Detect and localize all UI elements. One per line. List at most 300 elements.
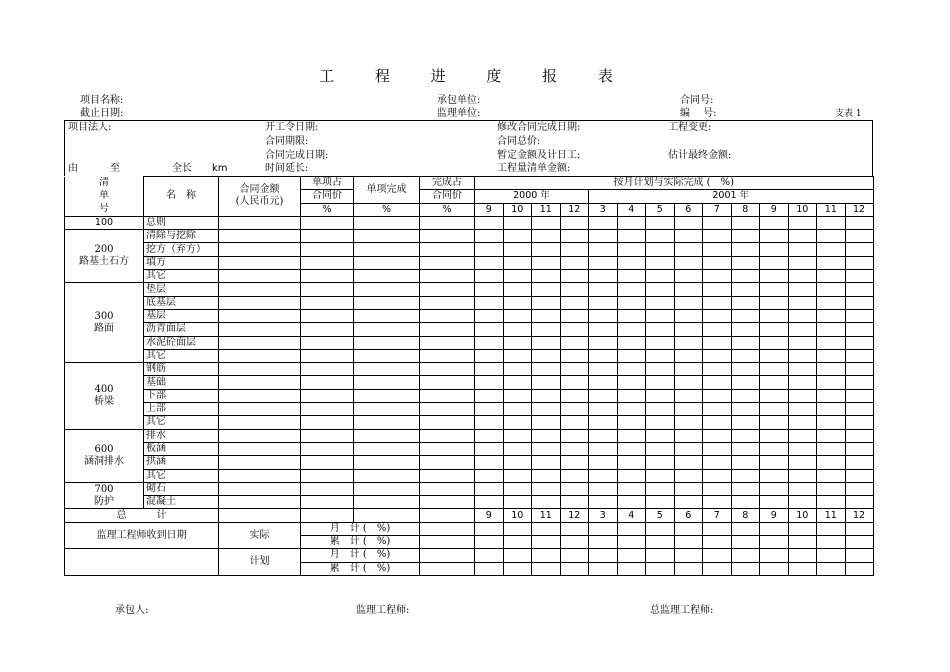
table-cell [788,283,817,296]
table-cell [617,230,646,243]
table-cell [760,376,789,389]
table-cell [354,363,420,376]
table-cell [731,469,760,482]
table-cell [617,562,646,575]
table-cell [301,296,354,309]
table-cell [560,216,589,229]
item-name: 底基层 [144,296,219,309]
table-cell [420,243,475,256]
table-cell [560,482,589,495]
table-cell [475,243,504,256]
table-cell [420,549,475,562]
year-2000-header: 2000 年 [475,190,589,203]
table-cell [674,469,703,482]
revised-completion-date-label: 修改合同完成日期: [497,122,581,133]
table-cell [646,536,675,549]
table-cell [589,376,618,389]
table-cell [475,389,504,402]
table-cell [532,296,561,309]
total-month-cell: 10 [788,509,817,522]
table-cell [532,389,561,402]
table-cell [817,270,846,283]
table-cell [589,309,618,322]
table-cell [503,243,532,256]
year-2001-header: 2001 年 [589,190,874,203]
table-cell [354,482,420,495]
table-cell [589,469,618,482]
table-cell [646,389,675,402]
contract-amount-header [219,177,301,217]
table-cell [674,482,703,495]
table-cell [589,496,618,509]
table-cell [788,469,817,482]
item-name: 砌石 [144,482,219,495]
table-cell [354,336,420,349]
table-cell [731,270,760,283]
table-cell [731,216,760,229]
table-cell [845,549,873,562]
table-cell [420,456,475,469]
item-name: 其它 [144,416,219,429]
table-cell [788,482,817,495]
table-row [65,230,874,243]
table-cell [617,496,646,509]
table-cell [532,536,561,549]
table-row [65,336,874,349]
table-cell [703,496,732,509]
table-cell [589,216,618,229]
table-row [65,296,874,309]
table-cell [788,496,817,509]
contract-period-label: 合同期限: [265,136,309,147]
table-cell [703,403,732,416]
table-cell [420,522,475,535]
total-month-cell: 11 [817,509,846,522]
table-cell [646,336,675,349]
table-cell [354,442,420,455]
table-cell [354,429,420,442]
table-cell [845,216,873,229]
table-cell [219,416,301,429]
table-cell [760,456,789,469]
section-code-number: 300 [94,310,114,322]
table-cell [731,416,760,429]
table-cell [674,442,703,455]
monthly-progress-header: 按月计划与实际完成 ( %) [475,177,874,190]
table-cell [532,403,561,416]
table-cell [475,349,504,362]
table-cell [219,469,301,482]
monthly-pct-label: 月 计 ( %) [301,522,420,535]
table-cell [532,256,561,269]
table-cell [219,429,301,442]
table-cell [475,283,504,296]
table-cell [219,256,301,269]
table-cell [646,416,675,429]
item-name: 总则 [144,216,219,229]
table-cell [731,389,760,402]
table-cell [731,256,760,269]
table-cell [617,270,646,283]
length-label: 全长 [172,163,192,174]
table-cell [589,349,618,362]
table-cell [845,243,873,256]
table-cell [674,230,703,243]
table-cell [503,469,532,482]
table-cell [674,216,703,229]
table-cell [301,389,354,402]
table-cell [760,296,789,309]
table-cell [475,230,504,243]
table-cell [646,482,675,495]
table-cell [760,416,789,429]
table-cell [503,336,532,349]
from-label: 由 [68,163,78,174]
table-cell [646,376,675,389]
table-cell [354,270,420,283]
month-header: 11 [817,203,846,216]
table-cell [703,416,732,429]
table-cell [475,323,504,336]
table-cell [760,562,789,575]
item-name: 水泥砼面层 [144,336,219,349]
table-cell [475,429,504,442]
table-cell [760,482,789,495]
table-cell [817,376,846,389]
table-cell [532,270,561,283]
table-cell [760,442,789,455]
table-cell [617,456,646,469]
item-name: 清除与挖除 [144,230,219,243]
completed-share-header-2: 合同价 [420,190,475,203]
cumulative-pct-label: 累 计 ( %) [301,536,420,549]
table-row [65,177,874,190]
table-cell [560,522,589,535]
table-cell [503,363,532,376]
table-cell [845,403,873,416]
month-header: 3 [589,203,618,216]
item-name: 其它 [144,469,219,482]
table-cell [301,403,354,416]
table-cell [560,243,589,256]
table-cell [219,296,301,309]
table-cell [646,243,675,256]
table-cell [703,216,732,229]
contract-amount-header-line2: (人民币元) [235,196,284,208]
table-row [65,416,874,429]
table-cell [617,256,646,269]
table-cell [674,456,703,469]
table-cell [817,336,846,349]
supervisor-signature-label: 监理工程师: [356,605,410,616]
table-cell [532,243,561,256]
pct-header: % [354,203,420,216]
table-cell [760,522,789,535]
table-cell [674,309,703,322]
table-cell [817,403,846,416]
table-cell [703,549,732,562]
table-cell [503,536,532,549]
table-cell [760,349,789,362]
table-cell [760,309,789,322]
item-name: 其它 [144,270,219,283]
item-name: 基础 [144,376,219,389]
table-cell [475,416,504,429]
table-cell [420,536,475,549]
table-cell [845,296,873,309]
table-cell [731,536,760,549]
start-order-date-label: 开工令日期: [265,122,319,133]
table-cell [532,549,561,562]
table-cell [589,230,618,243]
table-cell [219,309,301,322]
table-cell [674,349,703,362]
table-cell [560,376,589,389]
table-cell [760,283,789,296]
table-cell [674,363,703,376]
table-cell [560,416,589,429]
table-cell [354,216,420,229]
table-cell [503,296,532,309]
table-cell [475,403,504,416]
table-cell [475,309,504,322]
table-cell [674,536,703,549]
table-cell [845,349,873,362]
table-cell [731,323,760,336]
table-cell [760,336,789,349]
table-cell [420,403,475,416]
table-cell [703,562,732,575]
table-cell [788,389,817,402]
table-cell [703,456,732,469]
table-cell [760,216,789,229]
table-cell [560,469,589,482]
table-cell [617,403,646,416]
table-row [65,389,874,402]
table-cell [817,216,846,229]
item-share-header-2: 合同价 [301,190,354,203]
cutoff-date-label: 截止日期: [80,108,124,119]
table-cell [589,403,618,416]
table-cell [219,456,301,469]
table-cell [703,323,732,336]
table-cell [420,562,475,575]
table-cell [532,522,561,535]
table-cell [817,363,846,376]
table-cell [532,230,561,243]
total-month-cell: 9 [475,509,504,522]
table-cell [475,336,504,349]
table-cell [845,469,873,482]
table-cell [788,363,817,376]
month-header: 10 [788,203,817,216]
total-month-cell: 12 [560,509,589,522]
table-cell [503,416,532,429]
table-cell [503,323,532,336]
total-month-cell: 12 [845,509,873,522]
table-cell [219,336,301,349]
table-cell [560,363,589,376]
table-row [65,456,874,469]
bill-no-header-3: 号 [65,203,144,216]
table-cell [301,216,354,229]
table-cell [617,429,646,442]
section-code-name: 防护 [94,495,114,507]
table-cell [617,336,646,349]
table-cell [475,256,504,269]
table-row [65,442,874,455]
table-cell [845,429,873,442]
table-cell [788,230,817,243]
table-cell [674,283,703,296]
item-name: 拱涵 [144,456,219,469]
table-cell [731,376,760,389]
table-cell [503,429,532,442]
table-cell [532,309,561,322]
table-cell [420,442,475,455]
table-cell [760,230,789,243]
to-label: 至 [110,163,120,174]
total-month-cell: 3 [589,509,618,522]
table-cell [475,456,504,469]
table-cell [760,496,789,509]
section-code [65,283,144,363]
table-cell [646,256,675,269]
table-cell [301,230,354,243]
table-cell [219,363,301,376]
table-cell [703,389,732,402]
table-cell [617,309,646,322]
table-cell [219,349,301,362]
contract-total-label: 合同总价: [497,136,541,147]
table-cell [301,336,354,349]
table-cell [731,363,760,376]
table-cell [646,403,675,416]
month-header: 12 [845,203,873,216]
section-code-number: 700 [94,483,114,495]
month-header: 9 [760,203,789,216]
table-cell [589,283,618,296]
table-cell [817,323,846,336]
table-cell [731,442,760,455]
table-cell [845,309,873,322]
table-cell [731,336,760,349]
table-cell [420,270,475,283]
table-cell [503,482,532,495]
table-cell [703,309,732,322]
total-month-cell: 8 [731,509,760,522]
pct-header: % [301,203,354,216]
table-cell [674,429,703,442]
table-cell [560,456,589,469]
table-cell [560,562,589,575]
table-cell [817,496,846,509]
table-cell [589,296,618,309]
project-name-label: 项目名称: [80,95,124,106]
table-cell [646,296,675,309]
table-cell [760,243,789,256]
report-title: 工 程 进 度 报 表 [319,67,631,85]
table-cell [503,349,532,362]
table-cell [845,562,873,575]
table-cell [731,482,760,495]
table-cell [817,562,846,575]
table-cell [646,456,675,469]
table-cell [475,442,504,455]
table-cell [503,230,532,243]
table-cell [845,323,873,336]
table-cell [560,283,589,296]
table-cell [674,389,703,402]
table-row [65,243,874,256]
table-cell [532,562,561,575]
table-cell [589,482,618,495]
table-cell [420,509,475,522]
table-cell [589,536,618,549]
table-cell [845,376,873,389]
table-cell [788,216,817,229]
section-code-number: 200 [94,244,114,256]
table-cell [503,256,532,269]
table-row [65,216,874,229]
table-cell [760,403,789,416]
table-cell [560,296,589,309]
section-code-name: 路面 [94,322,114,334]
table-cell [617,243,646,256]
final-estimate-label: 估计最终金额: [668,150,732,161]
table-cell [788,349,817,362]
table-cell [817,482,846,495]
table-cell [503,456,532,469]
item-name: 挖方（弃方） [144,243,219,256]
table-cell [731,296,760,309]
table-cell [420,496,475,509]
table-cell [503,442,532,455]
table-cell [731,283,760,296]
table-cell [560,549,589,562]
table-cell [589,456,618,469]
item-name: 其它 [144,349,219,362]
table-cell [560,403,589,416]
table-row [65,363,874,376]
month-header: 11 [532,203,561,216]
table-cell [532,456,561,469]
table-cell [788,429,817,442]
table-cell [617,296,646,309]
table-cell [560,429,589,442]
table-cell [674,323,703,336]
table-cell [674,376,703,389]
contractor-signature-label: 承包人: [115,605,149,616]
table-cell [219,216,301,229]
table-cell [589,549,618,562]
table-cell [420,389,475,402]
total-month-cell: 11 [532,509,561,522]
table-cell [420,256,475,269]
table-cell [646,522,675,535]
table-cell [646,216,675,229]
table-cell [589,429,618,442]
table-cell [674,496,703,509]
table-cell [219,376,301,389]
table-cell [420,416,475,429]
table-cell [674,243,703,256]
table-cell [845,442,873,455]
table-cell [703,230,732,243]
total-month-cell: 4 [617,509,646,522]
table-cell [703,270,732,283]
table-cell [532,323,561,336]
